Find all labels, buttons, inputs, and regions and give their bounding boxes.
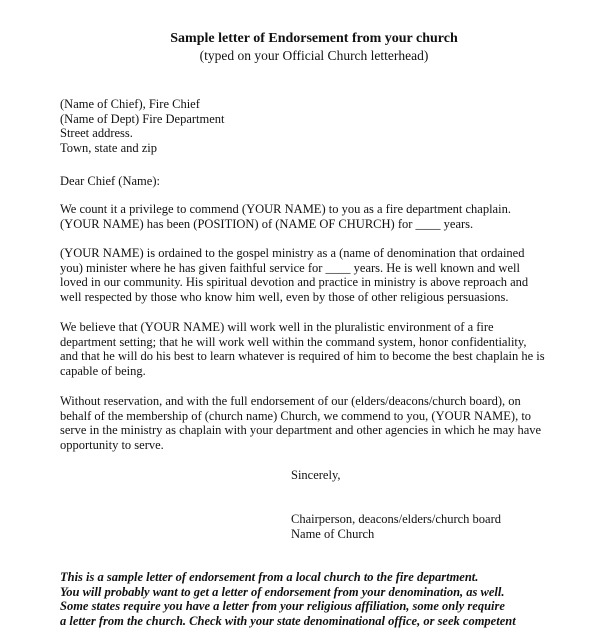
address-line: (Name of Chief), Fire Chief [60,97,200,111]
address-line: (Name of Dept) Fire Department [60,111,225,126]
letter-title: Sample letter of Endorsement from your church [170,31,458,46]
salutation-text: Dear Chief (Name): [60,174,160,188]
sample-note [60,570,516,629]
signature-line: Chairperson, deacons/elders/church board [291,512,501,526]
letter-subtitle: (typed on your Official Church letterhead) [199,48,429,63]
paragraph-line: opportunity to serve. [60,438,164,453]
signature-block [291,512,501,541]
closing: Sincerely, [291,468,341,482]
paragraph-3 [60,320,545,379]
address-line: Street address. [60,126,133,141]
paragraph-line: capable of being. [60,364,146,379]
paragraph-4 [60,394,541,453]
paragraph-line: loved in our community. His spiritual devotion and practice in ministry is above reproach and [60,275,529,290]
paragraph-line: We believe that (YOUR NAME) will work well in the pluralistic environment of a fire [60,320,494,334]
paragraph-line: We count it a privilege to commend (YOUR NAME) to you as a fire department chaplain. [60,202,511,216]
paragraph-line: (YOUR NAME) has been (POSITION) of (NAME OF CHURCH) for ____ years. [60,216,474,231]
paragraph-1 [60,202,511,231]
address-line: Town, state and zip [60,141,158,156]
paragraph-line: behalf of the membership of (church name) Church, we commend to you, (YOUR NAME), to [60,408,532,423]
recipient-address [60,97,225,156]
paragraph-line: you) minister where he has given faithful service for ____ years. He is well known and well [60,260,520,275]
salutation [60,174,160,189]
paragraph-line: Without reservation, and with the full endorsement of our (elders/deacons/church board), on [60,394,521,408]
paragraph-line: and that he will do his best to learn whatever is required of him to become the best chaplain he is [60,349,545,364]
paragraph-line: serve in the ministry as chaplain with your department and other agencies in which he may have [60,423,542,438]
note-line: This is a sample letter of endorsement from a local church to the fire department. [60,570,479,584]
paragraph-line: (YOUR NAME) is ordained to the gospel ministry as a (name of denomination that ordained [60,246,525,260]
paragraph-line: well respected by those who know him well, even by those of other religious persuasions. [60,290,509,305]
note-line: Some states require you have a letter from your religious affiliation, some only require [60,599,505,614]
paragraph-2 [60,246,528,305]
note-line: You will probably want to get a letter of endorsement from your denomination, as well. [60,584,505,599]
note-line: a letter from the church. Check with your state denominational office, or seek competent [60,614,516,629]
paragraph-line: department setting; that he will work well within the command system, honor confidentiality, [60,334,527,349]
signature-line: Name of Church [291,526,375,541]
